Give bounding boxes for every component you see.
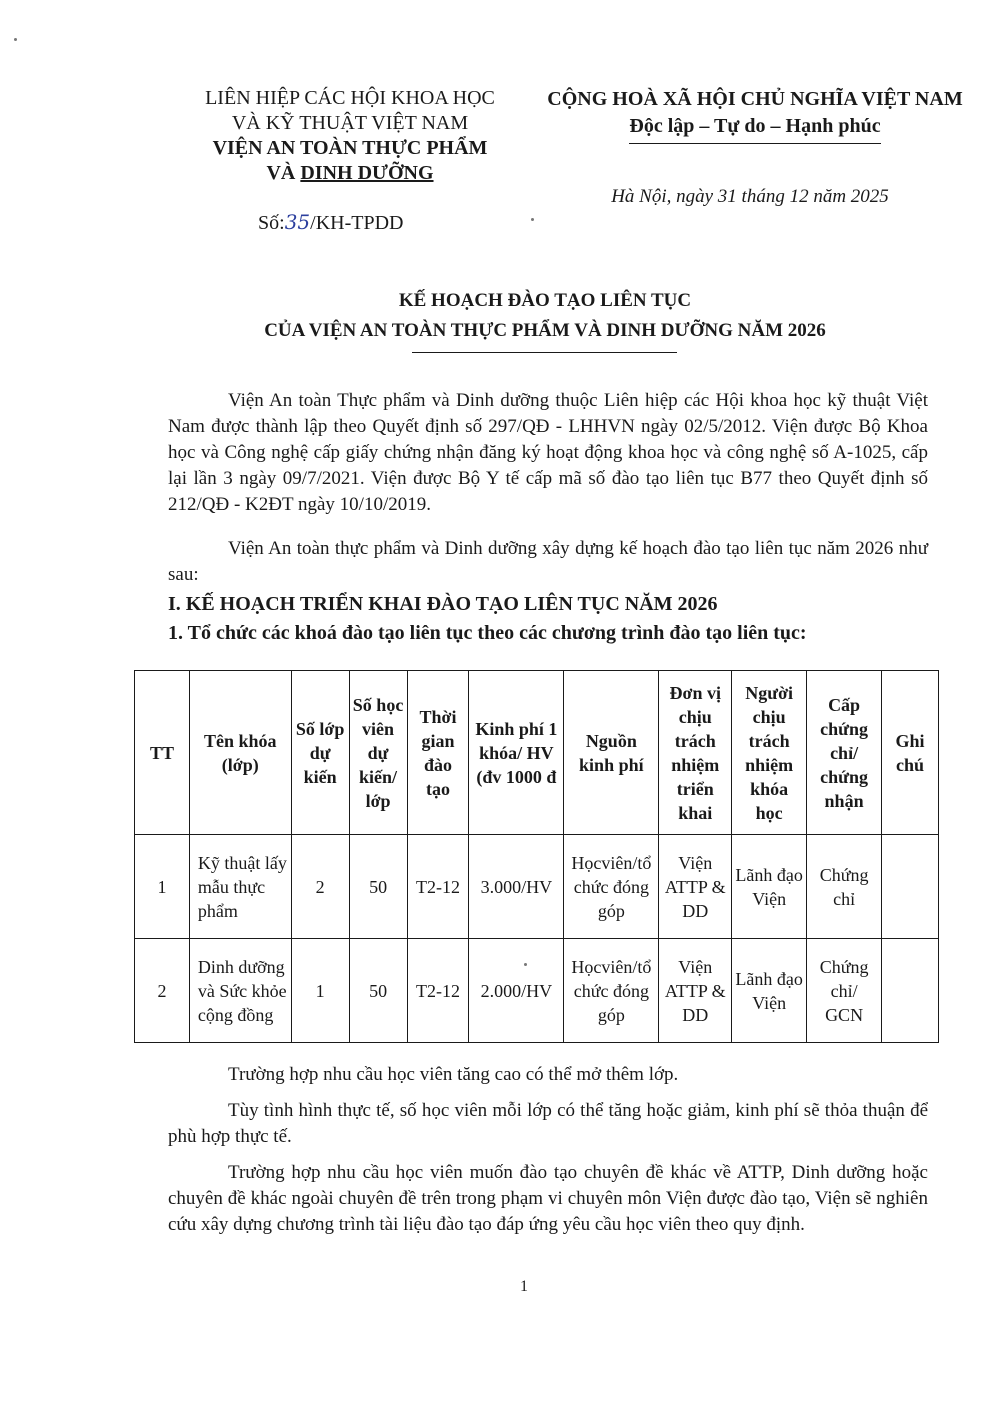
org-line-4-underlined: DINH DƯỠNG	[300, 162, 434, 184]
col-header-person: Người chịu trách nhiệm khóa học	[732, 671, 807, 835]
cell-person: Lãnh đạo Viện	[732, 939, 807, 1043]
title-line-2: CỦA VIỆN AN TOÀN THỰC PHẨM VÀ DINH DƯỠNG NĂM 2026	[264, 320, 826, 341]
title-line-1: KẾ HOẠCH ĐÀO TẠO LIÊN TỤC	[398, 290, 692, 311]
col-header-duration: Thời gian đào tạo	[407, 671, 469, 835]
org-line-1: LIÊN HIỆP CÁC HỘI KHOA HỌC	[205, 87, 495, 109]
scan-speck	[14, 38, 17, 41]
after-text-3: Trường hợp nhu cầu học viên muốn đào tạo chuyên đề khác về ATTP, Dinh dưỡng hoặc chuyên đề khác ngoài chuyên đề trên trong phạm vi chuyên môn Viện được đào tạo, Viện sẽ nghiên cứu xây dựng chương trình tài liệu đào tạo đáp ứng yêu cầu học viên theo quy định.	[168, 1162, 928, 1235]
col-header-classes: Số lớp dự kiến	[291, 671, 349, 835]
after-paragraph-2	[168, 1098, 928, 1150]
cell-unit: Viện ATTP & DD	[659, 939, 732, 1043]
cell-tt: 1	[135, 835, 190, 939]
national-heading	[530, 86, 980, 144]
cell-name: Kỹ thuật lấy mẫu thực phẩm	[189, 835, 291, 939]
country-name: CỘNG HOÀ XÃ HỘI CHỦ NGHĨA VIỆT NAM	[547, 88, 963, 110]
section-1-title: I. KẾ HOẠCH TRIỂN KHAI ĐÀO TẠO LIÊN TỤC NĂM 2026	[168, 593, 718, 615]
doc-no-handwritten: 35	[284, 210, 311, 234]
document-title	[120, 286, 970, 346]
after-text-2: Tùy tình hình thực tế, số học viên mỗi lớp có thể tăng hoặc giảm, kinh phí sẽ thỏa thuận để phù hợp thực tế.	[168, 1100, 928, 1147]
scan-speck	[531, 218, 534, 221]
intro-text-1: Viện An toàn Thực phẩm và Dinh dưỡng thuộc Liên hiệp các Hội khoa học kỹ thuật Việt Nam được thành lập theo Quyết định số 297/QĐ - LHHVN ngày 02/5/2012. Viện được Bộ Khoa học và Công nghệ cấp giấy chứng nhận đăng ký hoạt động khoa học và công nghệ số A-1025, cấp lại lần 3 ngày 09/7/2021. Viện được Bộ Y tế cấp mã số đào tạo liên tục B77 theo Quyết định số 212/QĐ - K2ĐT ngày 10/10/2019.	[168, 390, 928, 515]
cell-funding: Họcviên/tổ chức đóng góp	[564, 835, 659, 939]
cell-unit: Viện ATTP & DD	[659, 835, 732, 939]
col-header-tt: TT	[135, 671, 190, 835]
table-row	[135, 835, 939, 939]
org-line-4-prefix: VÀ	[266, 162, 301, 184]
cell-certificate: Chứng chỉ	[807, 835, 882, 939]
col-header-certificate: Cấp chứng chỉ/ chứng nhận	[807, 671, 882, 835]
intro-text-2: Viện An toàn thực phẩm và Dinh dưỡng xây dựng kế hoạch đào tạo liên tục năm 2026 như sau:	[168, 538, 928, 585]
intro-paragraph-2	[168, 536, 928, 588]
cell-classes: 1	[291, 939, 349, 1043]
document-number	[258, 210, 403, 235]
cell-note	[882, 939, 939, 1043]
col-header-funding: Nguồn kinh phí	[564, 671, 659, 835]
col-header-fee: Kinh phí 1 khóa/ HV (đv 1000 đ	[469, 671, 564, 835]
cell-duration: T2-12	[407, 939, 469, 1043]
col-header-name: Tên khóa (lớp)	[189, 671, 291, 835]
col-header-students: Số học viên dự kiến/ lớp	[349, 671, 407, 835]
cell-tt: 2	[135, 939, 190, 1043]
table-header-row	[135, 671, 939, 835]
cell-person: Lãnh đạo Viện	[732, 835, 807, 939]
section-1-subtitle: 1. Tổ chức các khoá đào tạo liên tục theo các chương trình đào tạo liên tục:	[168, 622, 807, 644]
org-line-2: VÀ KỸ THUẬT VIỆT NAM	[231, 112, 469, 134]
col-header-unit: Đơn vị chịu trách nhiệm triển khai	[659, 671, 732, 835]
issuing-organization	[170, 86, 530, 186]
training-plan-table	[134, 670, 939, 1043]
cell-fee: 2.000/HV	[469, 939, 564, 1043]
after-paragraph-3	[168, 1160, 928, 1238]
cell-duration: T2-12	[407, 835, 469, 939]
org-line-3: VIỆN AN TOÀN THỰC PHẨM	[212, 137, 488, 159]
document-date: Hà Nội, ngày 31 tháng 12 năm 2025	[611, 186, 889, 207]
cell-note	[882, 835, 939, 939]
cell-fee: 3.000/HV	[469, 835, 564, 939]
table-row	[135, 939, 939, 1043]
after-paragraph-1	[168, 1062, 928, 1088]
title-divider	[412, 352, 677, 353]
cell-classes: 2	[291, 835, 349, 939]
col-header-note: Ghi chú	[882, 671, 939, 835]
cell-funding: Họcviên/tổ chức đóng góp	[564, 939, 659, 1043]
intro-paragraph-1	[168, 388, 928, 518]
cell-certificate: Chứng chỉ/ GCN	[807, 939, 882, 1043]
doc-no-label: Số:	[258, 212, 285, 234]
cell-name: Dinh dưỡng và Sức khỏe cộng đồng	[189, 939, 291, 1043]
doc-no-suffix: /KH-TPDD	[310, 212, 404, 234]
cell-students: 50	[349, 835, 407, 939]
org-line-4	[170, 161, 530, 186]
after-text-1: Trường hợp nhu cầu học viên tăng cao có thể mở thêm lớp.	[228, 1064, 679, 1085]
page-number: 1	[520, 1278, 528, 1295]
national-motto: Độc lập – Tự do – Hạnh phúc	[629, 113, 880, 144]
cell-students: 50	[349, 939, 407, 1043]
